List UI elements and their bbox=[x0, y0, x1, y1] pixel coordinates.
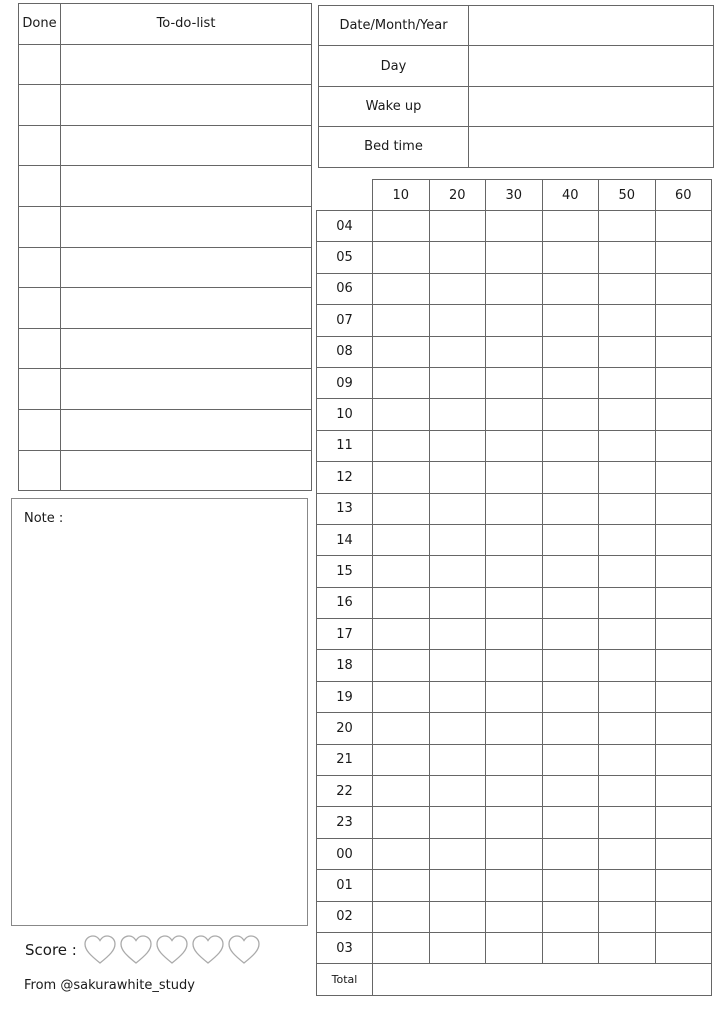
minute-column-header: 30 bbox=[486, 180, 543, 211]
hour-row bbox=[317, 399, 712, 430]
done-checkbox-cell[interactable] bbox=[19, 85, 61, 126]
time-slot-cell[interactable] bbox=[599, 681, 656, 712]
wake-up-field[interactable] bbox=[469, 86, 714, 126]
time-slot-cell[interactable] bbox=[429, 367, 486, 398]
hour-label: 08 bbox=[317, 336, 373, 367]
time-slot-cell[interactable] bbox=[373, 713, 430, 744]
hour-row bbox=[317, 932, 712, 963]
time-slot-cell[interactable] bbox=[373, 744, 430, 775]
time-slot-cell[interactable] bbox=[486, 901, 543, 932]
minute-column-header: 10 bbox=[373, 180, 430, 211]
time-slot-cell[interactable] bbox=[429, 932, 486, 963]
time-slot-cell[interactable] bbox=[599, 838, 656, 869]
hour-label: 21 bbox=[317, 744, 373, 775]
hour-row bbox=[317, 211, 712, 242]
time-slot-cell[interactable] bbox=[486, 556, 543, 587]
hour-row bbox=[317, 807, 712, 838]
total-field[interactable] bbox=[373, 964, 712, 995]
date-label: Date/Month/Year bbox=[319, 6, 469, 46]
time-slot-cell[interactable] bbox=[486, 838, 543, 869]
hour-label: 22 bbox=[317, 776, 373, 807]
time-slot-cell[interactable] bbox=[542, 211, 599, 242]
hour-label: 01 bbox=[317, 870, 373, 901]
time-slot-cell[interactable] bbox=[599, 901, 656, 932]
time-slot-cell[interactable] bbox=[373, 901, 430, 932]
time-slot-cell[interactable] bbox=[429, 305, 486, 336]
day-label: Day bbox=[319, 46, 469, 86]
time-slot-cell[interactable] bbox=[655, 242, 712, 273]
date-field[interactable] bbox=[469, 6, 714, 46]
time-slot-cell[interactable] bbox=[429, 493, 486, 524]
done-checkbox-cell[interactable] bbox=[19, 206, 61, 247]
todo-row bbox=[19, 409, 312, 450]
time-slot-cell[interactable] bbox=[599, 242, 656, 273]
time-slot-cell[interactable] bbox=[486, 493, 543, 524]
time-slot-cell[interactable] bbox=[486, 776, 543, 807]
time-slot-cell[interactable] bbox=[599, 776, 656, 807]
score-label: Score : bbox=[25, 941, 77, 959]
time-slot-cell[interactable] bbox=[655, 430, 712, 461]
time-slot-cell[interactable] bbox=[655, 211, 712, 242]
time-slot-cell[interactable] bbox=[655, 713, 712, 744]
bed-time-field[interactable] bbox=[469, 127, 714, 167]
done-checkbox-cell[interactable] bbox=[19, 450, 61, 491]
time-slot-cell[interactable] bbox=[486, 430, 543, 461]
time-slot-cell[interactable] bbox=[429, 870, 486, 901]
hour-label: 20 bbox=[317, 713, 373, 744]
hour-row bbox=[317, 619, 712, 650]
time-slot-cell[interactable] bbox=[429, 273, 486, 304]
time-slot-cell[interactable] bbox=[542, 305, 599, 336]
hour-label: 18 bbox=[317, 650, 373, 681]
time-slot-cell[interactable] bbox=[429, 556, 486, 587]
todo-task-cell[interactable] bbox=[61, 206, 312, 247]
time-slot-cell[interactable] bbox=[599, 619, 656, 650]
credit-text: From @sakurawhite_study bbox=[24, 978, 195, 993]
time-slot-cell[interactable] bbox=[599, 493, 656, 524]
time-slot-cell[interactable] bbox=[373, 493, 430, 524]
time-slot-cell[interactable] bbox=[486, 399, 543, 430]
time-slot-cell[interactable] bbox=[599, 870, 656, 901]
time-slot-cell[interactable] bbox=[486, 870, 543, 901]
time-slot-cell[interactable] bbox=[599, 211, 656, 242]
time-slot-cell[interactable] bbox=[373, 242, 430, 273]
time-slot-cell[interactable] bbox=[486, 587, 543, 618]
time-slot-cell[interactable] bbox=[542, 650, 599, 681]
time-slot-cell[interactable] bbox=[542, 242, 599, 273]
time-slot-cell[interactable] bbox=[542, 807, 599, 838]
time-slot-cell[interactable] bbox=[542, 524, 599, 555]
time-slot-cell[interactable] bbox=[429, 430, 486, 461]
time-slot-cell[interactable] bbox=[599, 399, 656, 430]
hour-row bbox=[317, 493, 712, 524]
time-slot-cell[interactable] bbox=[429, 901, 486, 932]
time-slot-cell[interactable] bbox=[373, 336, 430, 367]
time-slot-cell[interactable] bbox=[655, 807, 712, 838]
time-slot-cell[interactable] bbox=[655, 336, 712, 367]
time-slot-cell[interactable] bbox=[599, 367, 656, 398]
time-slot-cell[interactable] bbox=[655, 932, 712, 963]
time-slot-cell[interactable] bbox=[486, 807, 543, 838]
hour-label: 23 bbox=[317, 807, 373, 838]
bed-time-label: Bed time bbox=[319, 127, 469, 167]
time-slot-cell[interactable] bbox=[542, 838, 599, 869]
todo-row bbox=[19, 328, 312, 369]
hour-row bbox=[317, 650, 712, 681]
todo-row bbox=[19, 247, 312, 288]
time-slot-cell[interactable] bbox=[429, 807, 486, 838]
hour-row bbox=[317, 273, 712, 304]
todo-task-cell[interactable] bbox=[61, 247, 312, 288]
hour-label: 05 bbox=[317, 242, 373, 273]
time-slot-cell[interactable] bbox=[373, 399, 430, 430]
time-slot-cell[interactable] bbox=[655, 524, 712, 555]
todo-task-cell[interactable] bbox=[61, 328, 312, 369]
time-slot-cell[interactable] bbox=[486, 932, 543, 963]
total-label: Total bbox=[317, 964, 373, 995]
time-tracker-grid bbox=[316, 179, 712, 996]
time-slot-cell[interactable] bbox=[429, 776, 486, 807]
minute-column-header: 50 bbox=[599, 180, 656, 211]
time-slot-cell[interactable] bbox=[599, 932, 656, 963]
time-slot-cell[interactable] bbox=[373, 807, 430, 838]
time-slot-cell[interactable] bbox=[429, 838, 486, 869]
hour-row bbox=[317, 870, 712, 901]
time-slot-cell[interactable] bbox=[542, 556, 599, 587]
time-slot-cell[interactable] bbox=[542, 870, 599, 901]
time-slot-cell[interactable] bbox=[542, 273, 599, 304]
todo-row bbox=[19, 44, 312, 85]
todo-row bbox=[19, 369, 312, 410]
time-slot-cell[interactable] bbox=[542, 681, 599, 712]
score-hearts bbox=[83, 934, 263, 966]
time-slot-cell[interactable] bbox=[373, 870, 430, 901]
heart-icon[interactable] bbox=[155, 934, 189, 966]
todo-row bbox=[19, 166, 312, 207]
hour-label: 16 bbox=[317, 587, 373, 618]
hour-label: 02 bbox=[317, 901, 373, 932]
time-slot-cell[interactable] bbox=[655, 587, 712, 618]
time-slot-cell[interactable] bbox=[542, 367, 599, 398]
time-slot-cell[interactable] bbox=[542, 744, 599, 775]
time-slot-cell[interactable] bbox=[373, 556, 430, 587]
time-slot-cell[interactable] bbox=[655, 367, 712, 398]
time-slot-cell[interactable] bbox=[655, 650, 712, 681]
time-slot-cell[interactable] bbox=[486, 619, 543, 650]
todo-task-cell[interactable] bbox=[61, 85, 312, 126]
time-slot-cell[interactable] bbox=[655, 273, 712, 304]
time-slot-cell[interactable] bbox=[542, 713, 599, 744]
wake-up-label: Wake up bbox=[319, 86, 469, 126]
time-slot-cell[interactable] bbox=[373, 838, 430, 869]
time-slot-cell[interactable] bbox=[429, 524, 486, 555]
hour-row bbox=[317, 367, 712, 398]
time-slot-cell[interactable] bbox=[599, 713, 656, 744]
time-slot-cell[interactable] bbox=[373, 619, 430, 650]
minute-column-header: 40 bbox=[542, 180, 599, 211]
done-column-header: Done bbox=[19, 4, 61, 45]
hour-label: 03 bbox=[317, 932, 373, 963]
todo-list-table bbox=[18, 3, 312, 491]
hour-row bbox=[317, 305, 712, 336]
hour-row bbox=[317, 681, 712, 712]
time-slot-cell[interactable] bbox=[542, 619, 599, 650]
hour-label: 13 bbox=[317, 493, 373, 524]
heart-icon[interactable] bbox=[119, 934, 153, 966]
minute-column-header: 20 bbox=[429, 180, 486, 211]
done-checkbox-cell[interactable] bbox=[19, 247, 61, 288]
time-slot-cell[interactable] bbox=[655, 305, 712, 336]
total-row bbox=[317, 964, 712, 995]
todo-row bbox=[19, 288, 312, 329]
todo-row bbox=[19, 85, 312, 126]
score-row bbox=[25, 934, 263, 966]
time-slot-cell[interactable] bbox=[599, 744, 656, 775]
time-slot-cell[interactable] bbox=[373, 462, 430, 493]
time-slot-cell[interactable] bbox=[429, 587, 486, 618]
todo-task-cell[interactable] bbox=[61, 409, 312, 450]
time-slot-cell[interactable] bbox=[373, 681, 430, 712]
time-slot-cell[interactable] bbox=[486, 744, 543, 775]
day-field[interactable] bbox=[469, 46, 714, 86]
time-slot-cell[interactable] bbox=[486, 273, 543, 304]
time-slot-cell[interactable] bbox=[599, 336, 656, 367]
hour-label: 14 bbox=[317, 524, 373, 555]
heart-icon[interactable] bbox=[191, 934, 225, 966]
time-slot-cell[interactable] bbox=[655, 870, 712, 901]
hour-row bbox=[317, 524, 712, 555]
done-checkbox-cell[interactable] bbox=[19, 409, 61, 450]
time-slot-cell[interactable] bbox=[373, 273, 430, 304]
time-slot-cell[interactable] bbox=[542, 587, 599, 618]
time-slot-cell[interactable] bbox=[429, 713, 486, 744]
time-slot-cell[interactable] bbox=[599, 807, 656, 838]
todo-task-cell[interactable] bbox=[61, 369, 312, 410]
hour-row bbox=[317, 838, 712, 869]
time-slot-cell[interactable] bbox=[373, 587, 430, 618]
time-slot-cell[interactable] bbox=[655, 462, 712, 493]
hour-label: 10 bbox=[317, 399, 373, 430]
time-slot-cell[interactable] bbox=[429, 619, 486, 650]
note-box[interactable] bbox=[11, 498, 308, 926]
todo-row bbox=[19, 206, 312, 247]
todo-row bbox=[19, 125, 312, 166]
day-info-table bbox=[318, 5, 714, 168]
todo-column-header: To-do-list bbox=[61, 4, 312, 45]
hour-label: 07 bbox=[317, 305, 373, 336]
time-slot-cell[interactable] bbox=[373, 650, 430, 681]
time-slot-cell[interactable] bbox=[373, 776, 430, 807]
time-slot-cell[interactable] bbox=[542, 462, 599, 493]
done-checkbox-cell[interactable] bbox=[19, 166, 61, 207]
hour-label: 17 bbox=[317, 619, 373, 650]
hour-row bbox=[317, 776, 712, 807]
note-label: Note : bbox=[24, 511, 64, 526]
time-slot-cell[interactable] bbox=[373, 211, 430, 242]
time-slot-cell[interactable] bbox=[486, 650, 543, 681]
time-slot-cell[interactable] bbox=[486, 305, 543, 336]
time-slot-cell[interactable] bbox=[373, 524, 430, 555]
time-slot-cell[interactable] bbox=[599, 524, 656, 555]
time-slot-cell[interactable] bbox=[599, 462, 656, 493]
time-slot-cell[interactable] bbox=[373, 932, 430, 963]
done-checkbox-cell[interactable] bbox=[19, 369, 61, 410]
time-slot-cell[interactable] bbox=[599, 556, 656, 587]
time-slot-cell[interactable] bbox=[655, 744, 712, 775]
hour-label: 04 bbox=[317, 211, 373, 242]
corner-cell bbox=[317, 180, 373, 211]
time-slot-cell[interactable] bbox=[486, 211, 543, 242]
time-slot-cell[interactable] bbox=[429, 744, 486, 775]
time-slot-cell[interactable] bbox=[542, 336, 599, 367]
done-checkbox-cell[interactable] bbox=[19, 288, 61, 329]
hour-label: 09 bbox=[317, 367, 373, 398]
time-slot-cell[interactable] bbox=[429, 462, 486, 493]
time-slot-cell[interactable] bbox=[599, 273, 656, 304]
done-checkbox-cell[interactable] bbox=[19, 44, 61, 85]
time-slot-cell[interactable] bbox=[655, 681, 712, 712]
time-slot-cell[interactable] bbox=[429, 336, 486, 367]
time-slot-cell[interactable] bbox=[486, 462, 543, 493]
hour-row bbox=[317, 242, 712, 273]
time-slot-cell[interactable] bbox=[655, 399, 712, 430]
time-slot-cell[interactable] bbox=[542, 399, 599, 430]
time-slot-cell[interactable] bbox=[599, 650, 656, 681]
time-slot-cell[interactable] bbox=[655, 556, 712, 587]
time-slot-cell[interactable] bbox=[655, 619, 712, 650]
hour-label: 12 bbox=[317, 462, 373, 493]
hour-row bbox=[317, 587, 712, 618]
time-slot-cell[interactable] bbox=[542, 901, 599, 932]
done-checkbox-cell[interactable] bbox=[19, 125, 61, 166]
time-slot-cell[interactable] bbox=[655, 776, 712, 807]
time-slot-cell[interactable] bbox=[542, 430, 599, 461]
todo-row bbox=[19, 450, 312, 491]
time-slot-cell[interactable] bbox=[429, 399, 486, 430]
todo-task-cell[interactable] bbox=[61, 450, 312, 491]
time-slot-cell[interactable] bbox=[542, 493, 599, 524]
time-slot-cell[interactable] bbox=[655, 493, 712, 524]
time-slot-cell[interactable] bbox=[486, 681, 543, 712]
time-slot-cell[interactable] bbox=[429, 650, 486, 681]
heart-icon[interactable] bbox=[83, 934, 117, 966]
time-slot-cell[interactable] bbox=[429, 242, 486, 273]
time-slot-cell[interactable] bbox=[373, 430, 430, 461]
todo-task-cell[interactable] bbox=[61, 166, 312, 207]
time-slot-cell[interactable] bbox=[655, 901, 712, 932]
hour-row bbox=[317, 462, 712, 493]
time-slot-cell[interactable] bbox=[599, 587, 656, 618]
time-slot-cell[interactable] bbox=[599, 305, 656, 336]
time-slot-cell[interactable] bbox=[429, 681, 486, 712]
hour-label: 00 bbox=[317, 838, 373, 869]
minute-column-header: 60 bbox=[655, 180, 712, 211]
todo-task-cell[interactable] bbox=[61, 125, 312, 166]
hour-row bbox=[317, 556, 712, 587]
hour-label: 11 bbox=[317, 430, 373, 461]
time-slot-cell[interactable] bbox=[373, 367, 430, 398]
time-slot-cell[interactable] bbox=[373, 305, 430, 336]
hour-label: 15 bbox=[317, 556, 373, 587]
time-slot-cell[interactable] bbox=[542, 776, 599, 807]
hour-row bbox=[317, 901, 712, 932]
time-slot-cell[interactable] bbox=[486, 336, 543, 367]
hour-label: 06 bbox=[317, 273, 373, 304]
time-slot-cell[interactable] bbox=[486, 713, 543, 744]
time-slot-cell[interactable] bbox=[599, 430, 656, 461]
time-slot-cell[interactable] bbox=[429, 211, 486, 242]
time-slot-cell[interactable] bbox=[542, 932, 599, 963]
time-slot-cell[interactable] bbox=[655, 838, 712, 869]
todo-task-cell[interactable] bbox=[61, 288, 312, 329]
hour-label: 19 bbox=[317, 681, 373, 712]
time-slot-cell[interactable] bbox=[486, 367, 543, 398]
time-slot-cell[interactable] bbox=[486, 242, 543, 273]
hour-row bbox=[317, 744, 712, 775]
done-checkbox-cell[interactable] bbox=[19, 328, 61, 369]
hour-row bbox=[317, 713, 712, 744]
hour-row bbox=[317, 336, 712, 367]
hour-row bbox=[317, 430, 712, 461]
heart-icon[interactable] bbox=[227, 934, 261, 966]
todo-task-cell[interactable] bbox=[61, 44, 312, 85]
time-slot-cell[interactable] bbox=[486, 524, 543, 555]
